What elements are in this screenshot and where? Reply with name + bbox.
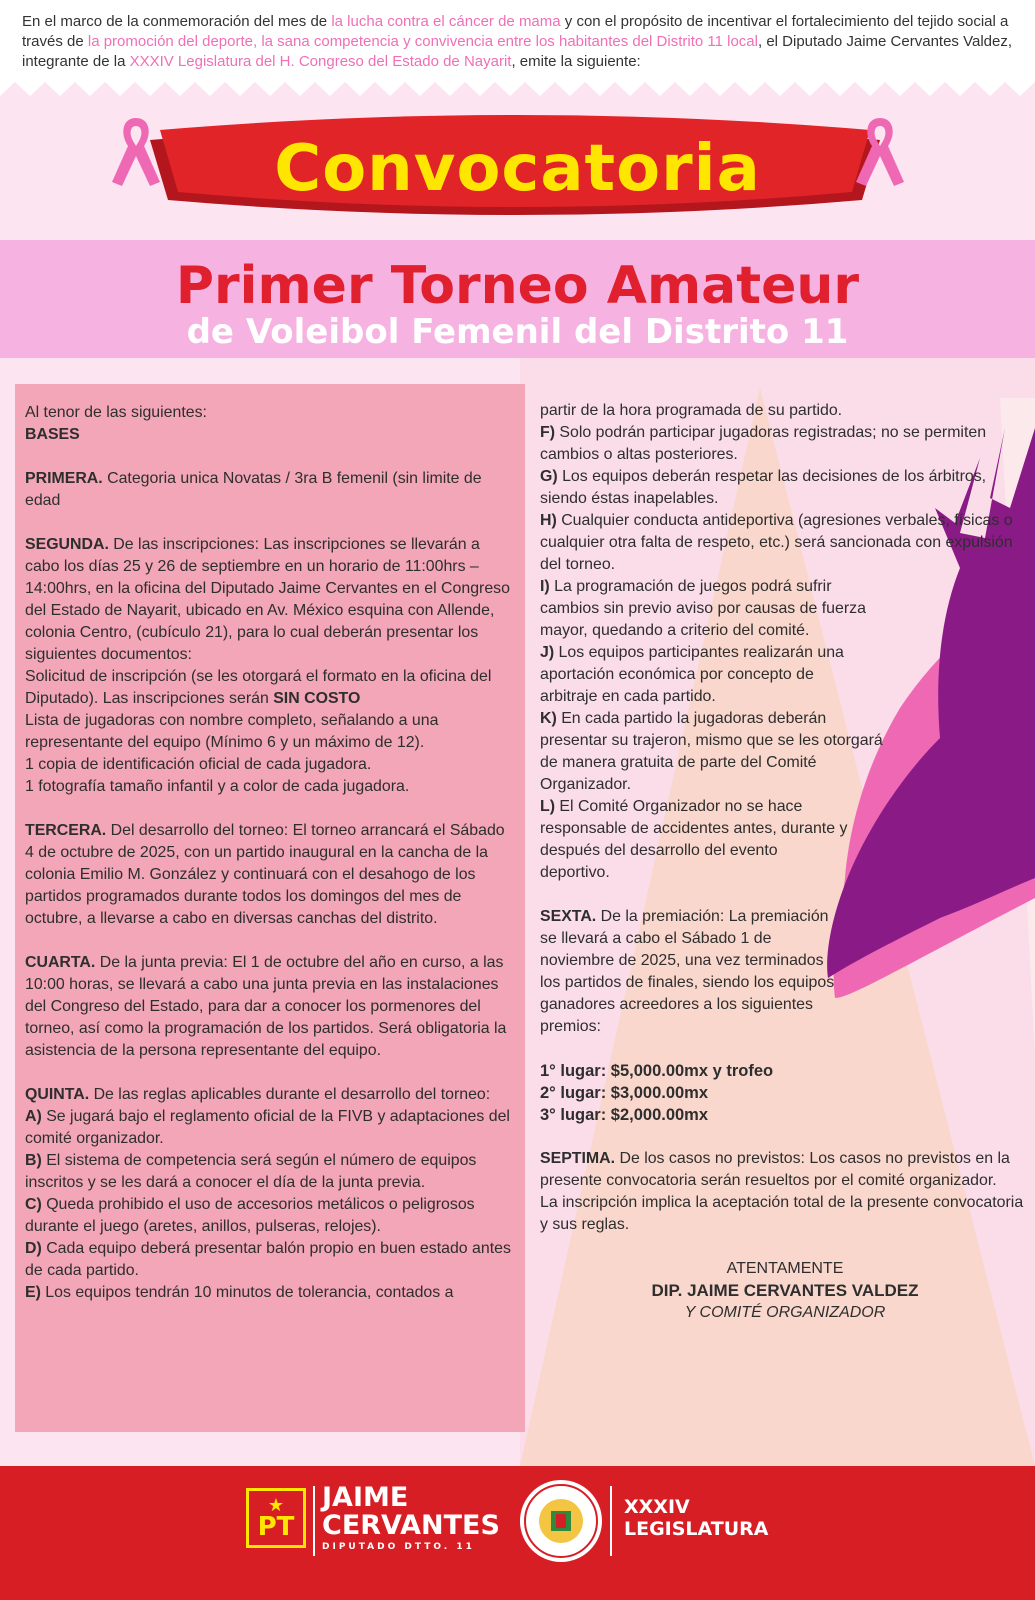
rule-label: E) [25,1284,41,1301]
pt-logo [246,1488,306,1548]
title-band [0,240,1035,358]
bases-intro: Al tenor de las siguientes: [25,404,207,421]
intro-highlight-3: XXXIV Legislatura del H. Congreso del Estado de Nayarit [129,53,512,70]
cuarta-text: De la junta previa: El 1 de octubre del año en curso, a las 10:00 horas, se llevará a cabo una junta previa en las instalaciones del Congreso del Estado, para dar a conocer los pormenores del torneo, así como la programación de los partidos. Será obligatoria la asistencia de la persona representante del equipo. [25,954,507,1059]
segunda-item [25,534,517,666]
deputy-last-name: CERVANTES [322,1510,500,1541]
tournament-title: Primer Torneo Amateur [175,256,860,316]
document-item: 1 fotografía tamaño infantil y a color de cada jugadora. [25,778,410,795]
septima-item [540,1148,1030,1192]
sexta-item [540,906,840,1038]
tournament-subtitle: de Voleibol Femenil del Distrito 11 [186,312,849,352]
rule-text: En cada partido la jugadoras deberán presentar su trajeron, mismo que se les otorgará de manera gratuita de parte del Comité Organizador. [540,710,883,793]
signature-salutation: ATENTAMENTE [726,1260,844,1277]
cuarta-item [25,952,517,1062]
rule-label: G) [540,468,558,485]
star-icon: ★ [267,1495,285,1515]
prize-third: 3° lugar: $2,000.00mx [540,1106,709,1124]
document-item: 1 copia de identificación oficial de cada jugadora. [25,756,372,773]
rule-text: La programación de juegos podrá sufrir cambios sin previo aviso por causas de fuerza mayor, quedando a criterio del comité. [540,578,866,639]
no-cost-text: SIN COSTO [273,690,361,707]
rule-item [25,1106,517,1150]
rule-item [540,708,890,796]
primera-text: Categoria unica Novatas / 3ra B femenil (sin limite de edad [25,470,482,509]
rule-label: L) [540,798,555,815]
quinta-label: QUINTA. [25,1086,90,1103]
signature-block [540,1258,1030,1324]
rule-item [540,796,850,884]
pink-ribbon-icon [108,112,164,188]
quinta-text: De las reglas aplicables durante el desarrollo del torneo: [89,1086,491,1103]
intro-paragraph [0,0,1035,82]
document-item [25,666,517,710]
rule-label: F) [540,424,555,441]
primera-label: PRIMERA. [25,470,103,487]
rule-continuation: partir de la hora programada de su partido. [540,402,843,419]
tercera-text: Del desarrollo del torneo: El torneo arrancará el Sábado 4 de octubre de 2025, con un partido inaugural en la cancha de la colonia Emilio M. González y continuará con el desahogo de los partidos programados durante todos los domingos del mes de octubre, a llevarse a cabo en diversas canchas del distrito. [25,822,505,927]
bases-right-column [540,400,1030,1324]
intro-highlight-2: la promoción del deporte, la sana competencia y convivencia entre los habitantes del Distrito 11 local [87,33,758,50]
rule-item [25,1238,517,1282]
bases-left-column [15,384,525,1432]
congress-seal-icon [518,1478,604,1564]
rule-text: Solo podrán participar jugadoras registradas; no se permiten cambios o altas posteriores. [540,424,987,463]
tercera-label: TERCERA. [25,822,107,839]
rule-item [540,510,1030,576]
intro-highlight-1: la lucha contra el cáncer de mama [331,13,561,30]
deputy-first-name: JAIME [322,1482,409,1513]
deputy-name-logo [322,1484,500,1552]
rule-text: Los equipos participantes realizarán una aportación económica por concepto de arbitraje en cada partido. [540,644,844,705]
document-item: Lista de jugadoras con nombre completo, señalando a una representante del equipo (Mínimo 6 y un máximo de 12). [25,712,439,751]
rule-label: D) [25,1240,42,1257]
rule-item [25,1150,517,1194]
rule-label: J) [540,644,555,661]
septima-text: De los casos no previstos: Los casos no previstos en la presente convocatoria serán resueltos por el comité organizador. [540,1150,1010,1189]
rule-label: B) [25,1152,42,1169]
doc-1-text: Solicitud de inscripción (se les otorgará el formato en la oficina del Diputado). Las inscripciones serán [25,668,492,707]
footer [0,1466,1035,1600]
rule-text: El Comité Organizador no se hace responsable de accidentes antes, durante y después del desarrollo del evento deportivo. [540,798,848,881]
rule-label: I) [540,578,550,595]
legislature-number: XXXIV [624,1496,690,1518]
rule-label: C) [25,1196,42,1213]
rule-item [25,1282,517,1304]
rule-text: Cualquier conducta antideportiva (agresiones verbales, físicas o cualquier otra falta de respeto, etc.) será sancionada con expulsión del torneo. [540,512,1013,573]
rule-text: Se jugará bajo el reglamento oficial de la FIVB y adaptaciones del comité organizador. [25,1108,510,1147]
intro-text-2: y con el propósito de incentivar el fortalecimiento del tejido social a través de [22,13,1009,50]
quinta-item [25,1084,517,1106]
rule-text: Los equipos deberán respetar las decisiones de los árbitros, siendo éstas inapelables. [540,468,987,507]
rule-item [540,576,890,642]
intro-text-3: , el Diputado Jaime Cervantes Valdez, integrante de la [22,33,1013,70]
segunda-label: SEGUNDA. [25,536,109,553]
rule-label: H) [540,512,557,529]
primera-item [25,468,517,512]
intro-text-1: En el marco de la conmemoración del mes de [22,13,332,30]
sexta-label: SEXTA. [540,908,597,925]
septima-label: SEPTIMA. [540,1150,616,1167]
tercera-item [25,820,517,930]
prize-first: 1° lugar: $5,000.00mx y trofeo [540,1062,774,1080]
legislature-word: LEGISLATURA [624,1518,769,1540]
intro-text-4: , emite la siguiente: [511,53,641,70]
prize-second: 2° lugar: $3,000.00mx [540,1084,709,1102]
signature-committee: Y COMITÉ ORGANIZADOR [684,1304,886,1321]
rule-text: Queda prohibido el uso de accesorios metálicos o peligrosos durante el juego (aretes, anillos, pulseras, relojes). [25,1196,475,1235]
sexta-text: De la premiación: La premiación se llevará a cabo el Sábado 1 de noviembre de 2025, una vez terminados los partidos de finales, siendo los equipos ganadores acreedores a los siguientes premios: [540,908,835,1035]
pink-ribbon-icon [852,112,908,188]
banner-title: Convocatoria [274,132,761,206]
footer-divider [610,1486,612,1556]
rule-item [25,1194,517,1238]
deputy-role: DIPUTADO DTTO. 11 [322,1542,475,1552]
legislature-label [624,1496,769,1540]
rule-item [540,642,870,708]
signature-name: DIP. JAIME CERVANTES VALDEZ [651,1281,919,1300]
rule-text: El sistema de competencia será según el número de equipos inscritos y se les dará a conocer el día de la junta previa. [25,1152,477,1191]
final-statement: La inscripción implica la aceptación total de la presente convocatoria y sus reglas. [540,1194,1024,1233]
cuarta-label: CUARTA. [25,954,96,971]
rule-text: Los equipos tendrán 10 minutos de tolerancia, contados a [40,1284,454,1301]
pt-logo-text: PT [257,1512,295,1542]
rule-item [540,466,1030,510]
banner [0,100,1035,240]
rule-label: A) [25,1108,42,1125]
rule-item [540,422,1030,466]
footer-divider [313,1486,315,1556]
bases-heading: BASES [25,426,80,443]
segunda-text: De las inscripciones: Las inscripciones se llevarán a cabo los días 25 y 26 de septiembre en un horario de 11:00hrs – 14:00hrs, en la oficina del Diputado Jaime Cervantes en el Congreso del Estado de Nayarit, ubicado en Av. México esquina con Allende, colonia Centro, (cubículo 21), para lo cual deberán presentar los siguientes documentos: [25,536,510,663]
rule-label: K) [540,710,557,727]
rule-text: Cada equipo deberá presentar balón propio en buen estado antes de cada partido. [25,1240,511,1279]
